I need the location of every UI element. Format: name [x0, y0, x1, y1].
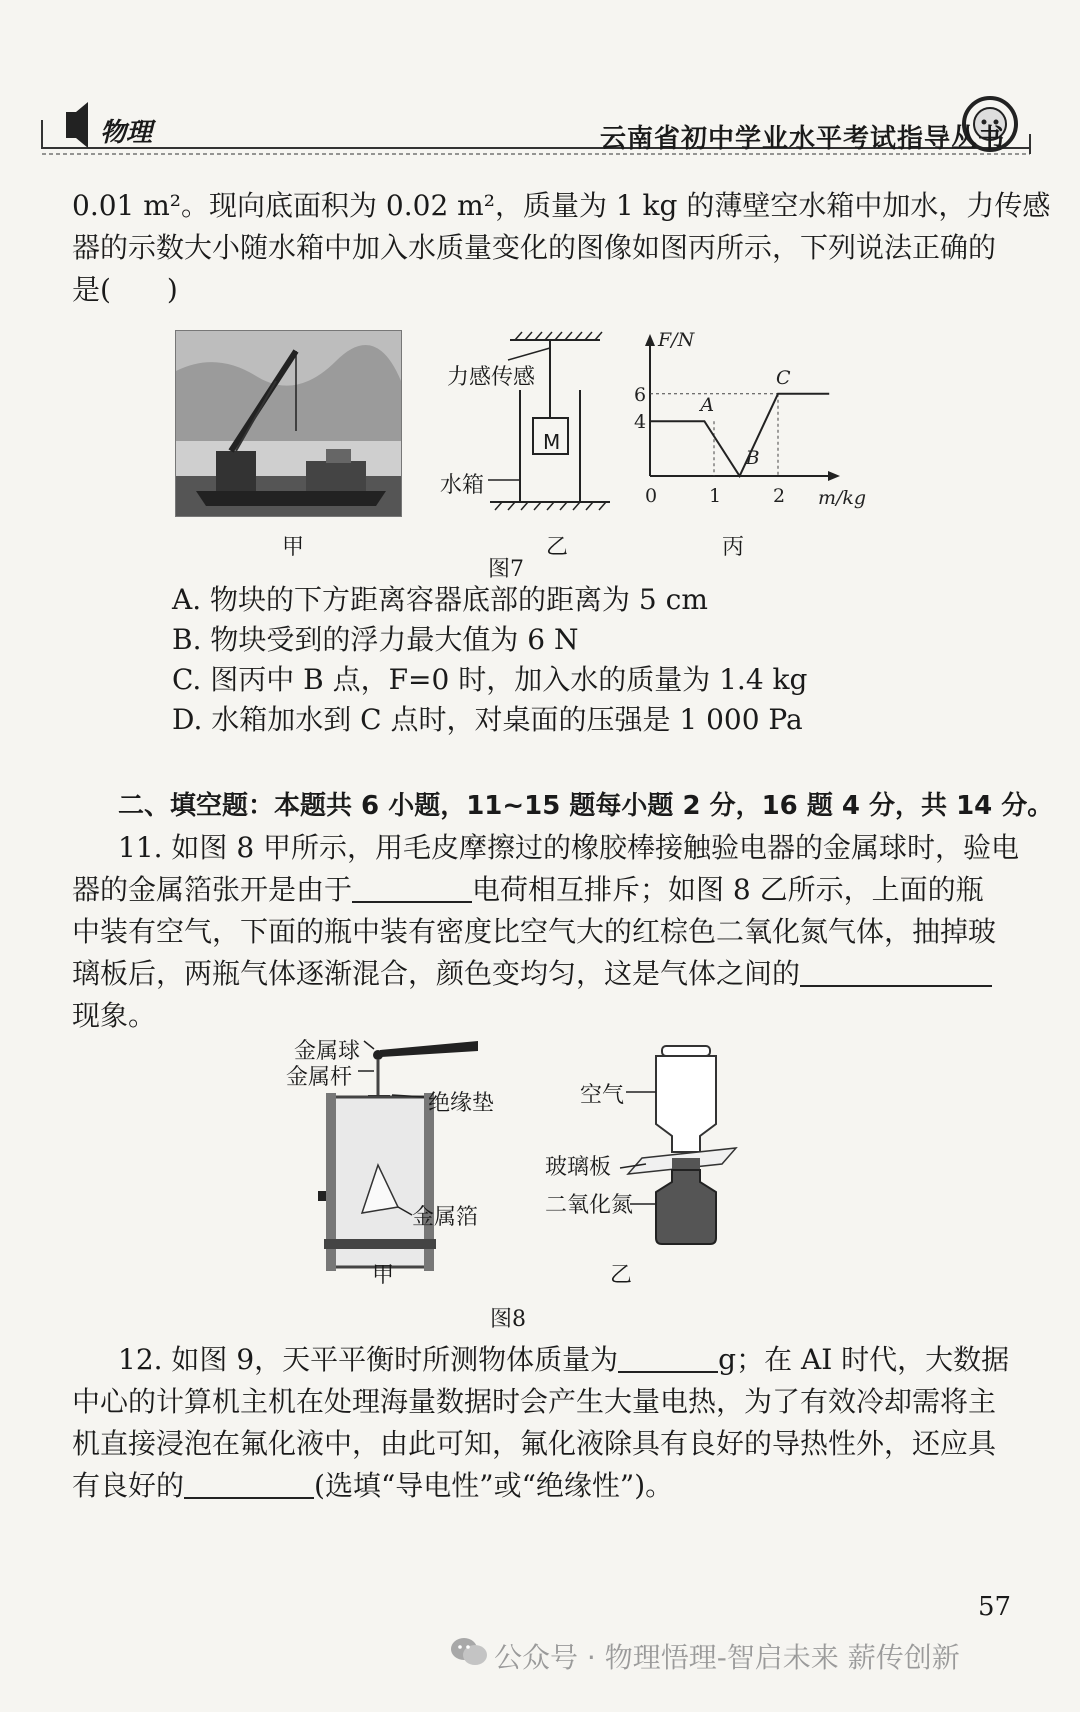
q12-line-4-a: 有良好的 [72, 1469, 185, 1502]
wechat-icon [450, 1636, 488, 1668]
fig8-gas-bottles [620, 1040, 760, 1250]
q11-blank-1[interactable] [352, 871, 472, 903]
q12-line-4-b: (选填“导电性”或“绝缘性”)。 [314, 1469, 674, 1502]
page-number: 57 [978, 1592, 1012, 1622]
q10-line-3: 是( ) [72, 273, 178, 306]
q11-line-2 [72, 870, 984, 910]
q12-line-1-a: 12. 如图 9，天平平衡时所测物体质量为 [118, 1343, 619, 1376]
point-label-b: B [745, 447, 760, 469]
q11-line-2-a: 器的金属箔张开是由于 [72, 873, 353, 906]
fig7-block-m: M [543, 430, 561, 454]
q12-blank-1[interactable] [618, 1341, 718, 1373]
fig7-sub-bing: 丙 [722, 535, 745, 560]
point-label-a: A [700, 394, 715, 417]
option-a: A. 物块的下方距离容器底部的距离为 5 cm [172, 583, 708, 616]
q11-line-3: 中装有空气，下面的瓶中装有密度比空气大的红棕色二氧化氮气体，抽掉玻 [72, 915, 997, 948]
option-b: B. 物块受到的浮力最大值为 6 N [172, 623, 579, 656]
fig8-label-foil: 金属箔 [412, 1205, 479, 1230]
point-label-c: C [776, 366, 791, 389]
fig7-caption: 图7 [488, 557, 524, 582]
x-axis-arrow [828, 471, 840, 481]
force-curve [650, 394, 829, 476]
q11-line-1: 11. 如图 8 甲所示，用毛皮摩擦过的橡胶棒接触验电器的金属球时，验电 [118, 831, 1020, 864]
x-tick-2: 2 [773, 485, 786, 507]
option-c: C. 图丙中 B 点，F=0 时，加入水的质量为 1.4 kg [172, 663, 808, 696]
q12-blank-2[interactable] [184, 1467, 314, 1499]
fig8-sub-yi: 乙 [610, 1263, 633, 1288]
y-axis-label: F/N [658, 329, 695, 351]
q11-blank-2[interactable] [800, 955, 992, 987]
q11-line-2-b: 电荷相互排斥；如图 8 乙所示，上面的瓶 [472, 873, 984, 906]
y-tick-6: 6 [634, 383, 647, 406]
fig7-force-chart [630, 329, 867, 520]
q12-line-3: 机直接浸泡在氟化液中，由此可知，氟化液除具有良好的导热性外，还应具 [72, 1427, 997, 1460]
fig8-label-ball: 金属球 [294, 1039, 361, 1064]
fig8-label-pad: 绝缘垫 [428, 1091, 495, 1116]
crane-ship-illustration [176, 331, 401, 516]
fig8-caption: 图8 [490, 1307, 526, 1332]
fig7-label-sensor: 力感传感 [447, 365, 536, 390]
header-series-title: 云南省初中学业水平考试指导丛书 [600, 124, 1006, 154]
y-axis-arrow [645, 334, 655, 346]
fig8-sub-jia: 甲 [372, 1263, 395, 1288]
option-d: D. 水箱加水到 C 点时，对桌面的压强是 1 000 Pa [172, 703, 803, 736]
q10-line-1: 0.01 m²。现向底面积为 0.02 m²，质量为 1 kg 的薄壁空水箱中加水，力传感 [72, 189, 1051, 222]
header-subject: 物理 [100, 118, 153, 148]
q12-line-1-b: g；在 AI 时代，大数据 [718, 1343, 1010, 1376]
x-axis-label: m/kg [818, 487, 867, 509]
x-tick-0: 0 [645, 485, 658, 507]
q10-line-2: 器的示数大小随水箱中加入水质量变化的图像如图丙所示，下列说法正确的 [72, 231, 997, 264]
fig8-label-air: 空气 [580, 1083, 625, 1108]
fig8-label-glass: 玻璃板 [545, 1155, 612, 1180]
x-tick-1: 1 [709, 485, 722, 507]
fig8-label-no2: 二氧化氮 [545, 1193, 634, 1218]
fig7-sub-jia: 甲 [282, 535, 305, 560]
q11-line-4 [72, 954, 992, 994]
q12-line-1 [118, 1340, 1009, 1380]
q11-line-5: 现象。 [72, 999, 157, 1032]
q12-line-2: 中心的计算机主机在处理海量数据时会产生大量电热，为了有效冷却需将主 [72, 1385, 997, 1418]
q11-line-4-a: 璃板后，两瓶气体逐渐混合，颜色变均匀，这是气体之间的 [72, 957, 801, 990]
watermark-text: 公众号 · 物理悟理-智启未来 薪传创新 [494, 1641, 960, 1674]
fig7-sub-yi: 乙 [546, 535, 569, 560]
fig8-label-rod: 金属杆 [286, 1065, 353, 1090]
q12-line-4 [72, 1466, 673, 1506]
fig7-label-tank: 水箱 [440, 473, 485, 498]
section-2-title: 二、填空题：本题共 6 小题，11~15 题每小题 2 分，16 题 4 分，共 14 分。 [118, 791, 1054, 821]
y-tick-4: 4 [634, 411, 647, 434]
crane-ship-photo [175, 330, 402, 517]
